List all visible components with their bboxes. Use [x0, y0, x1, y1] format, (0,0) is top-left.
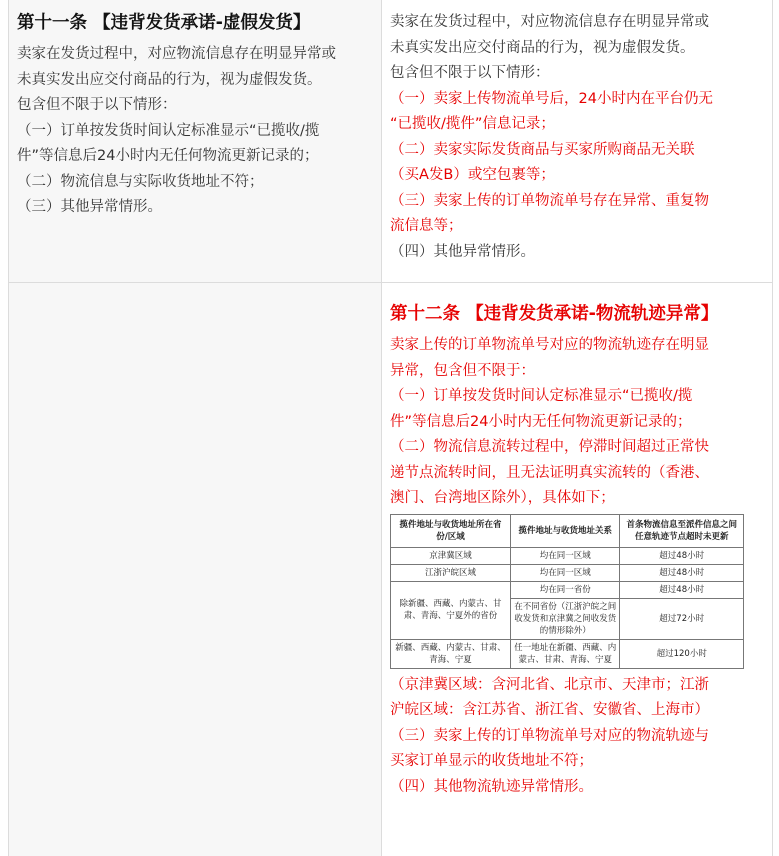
table-cell: 均在同一区域 [511, 564, 620, 581]
art12-item3-2: 买家订单显示的收货地址不符； [390, 753, 593, 769]
table-cell: 超过48小时 [620, 547, 744, 564]
table-cell: 除新疆、西藏、内蒙古、甘肃、青海、宁夏外的省份 [391, 581, 511, 639]
art11-new-item3-1: （三）卖家上传的订单物流单号存在异常、重复物 [390, 192, 709, 209]
art11-old-item1-2: 件”等信息后24小时内无任何物流更新记录的； [17, 148, 319, 164]
art11-old-intro-1: 卖家在发货过程中，对应物流信息存在明显异常或 [17, 46, 336, 62]
art12-note-1: （京津冀区域：含河北省、北京市、天津市；江浙 [390, 676, 709, 693]
table-cell: 超过48小时 [620, 564, 744, 581]
table-row [391, 547, 744, 564]
art11-new-item1-2: “已揽收/揽件”信息记录； [390, 116, 555, 132]
table-cell: 超过120小时 [620, 639, 744, 668]
art11-old-item1-1: （一）订单按发货时间认定标准显示“已揽收/揽 [17, 122, 320, 139]
art11-new-item2-1: （二）卖家实际发货商品与买家所购商品无关联 [390, 141, 695, 158]
art12-item2-1: （二）物流信息流转过程中，停滞时间超过正常快 [390, 439, 709, 455]
art11-old-include: 包含但不限于以下情形： [17, 97, 177, 113]
header-timeout: 首条物流信息至派件信息之间任意轨迹节点超时未更新 [620, 514, 744, 547]
art12-item2-3: 澳门、台湾地区除外），具体如下； [390, 490, 615, 506]
art12-note-2: 沪皖区域：含江苏省、浙江省、安徽省、上海市） [390, 702, 709, 718]
art12-item1-2: 件”等信息后24小时内无任何物流更新记录的； [390, 413, 692, 430]
timeout-table [390, 514, 744, 669]
art12-item4: （四）其他物流轨迹异常情形。 [390, 778, 593, 795]
table-cell: 京津冀区域 [391, 547, 511, 564]
art11-old-item3: （三）其他异常情形。 [17, 199, 162, 215]
art11-new-item1-1: （一）卖家上传物流单号后，24小时内在平台仍无 [390, 90, 713, 107]
art11-old-intro-2: 未真实发出应交付商品的行为，视为虚假发货。 [17, 71, 322, 88]
art11-new-item4: （四）其他异常情形。 [390, 243, 535, 260]
art12-intro-1: 卖家上传的订单物流单号对应的物流轨迹存在明显 [390, 337, 709, 353]
table-cell: 任一地址在新疆、西藏、内蒙古、甘肃、青海、宁夏 [511, 639, 620, 668]
header-relation: 揽件地址与收货地址关系 [511, 514, 620, 547]
table-cell: 在不同省份（江浙沪皖之间收发货和京津冀之间收发货的情形除外） [511, 598, 620, 639]
art12-new-cell [382, 283, 772, 856]
art11-new-cell [382, 0, 772, 283]
art12-item2-2: 递节点流转时间，且无法证明真实流转的（香港、 [390, 464, 709, 481]
table-cell: 均在同一省份 [511, 581, 620, 598]
table-cell: 新疆、西藏、内蒙古、甘肃、青海、宁夏 [391, 639, 511, 668]
timeout-table-header [391, 514, 744, 547]
table-cell: 超过72小时 [620, 598, 744, 639]
art11-old-item2: （二）物流信息与实际收货地址不符； [17, 173, 264, 190]
art12-intro-2: 异常，包含但不限于： [390, 362, 535, 379]
art11-new-include: 包含但不限于以下情形： [390, 65, 550, 81]
rules-comparison-table [8, 0, 773, 856]
table-row [391, 639, 744, 668]
table-row [391, 564, 744, 581]
art11-new-intro-2: 未真实发出应交付商品的行为，视为虚假发货。 [390, 39, 695, 56]
art12-item1-1: （一）订单按发货时间认定标准显示“已揽收/揽 [390, 388, 693, 404]
art12-title: 第十二条 【违背发货承诺-物流轨迹异常】 [390, 304, 719, 324]
art12-old-cell-empty [9, 283, 382, 856]
art11-new-item2-2: （买A发B）或空包裹等； [390, 167, 555, 183]
table-cell: 江浙沪皖区域 [391, 564, 511, 581]
table-cell: 超过48小时 [620, 581, 744, 598]
art11-new-item3-2: 流信息等； [390, 218, 463, 234]
header-region: 揽件地址与收货地址所在省份/区域 [391, 514, 511, 547]
art11-old-cell [9, 0, 382, 283]
art12-item3-1: （三）卖家上传的订单物流单号对应的物流轨迹与 [390, 727, 709, 744]
table-row [391, 581, 744, 598]
art11-title: 第十一条 【违背发货承诺-虚假发货】 [17, 13, 311, 33]
table-cell: 均在同一区域 [511, 547, 620, 564]
art11-new-intro-1: 卖家在发货过程中，对应物流信息存在明显异常或 [390, 14, 709, 30]
